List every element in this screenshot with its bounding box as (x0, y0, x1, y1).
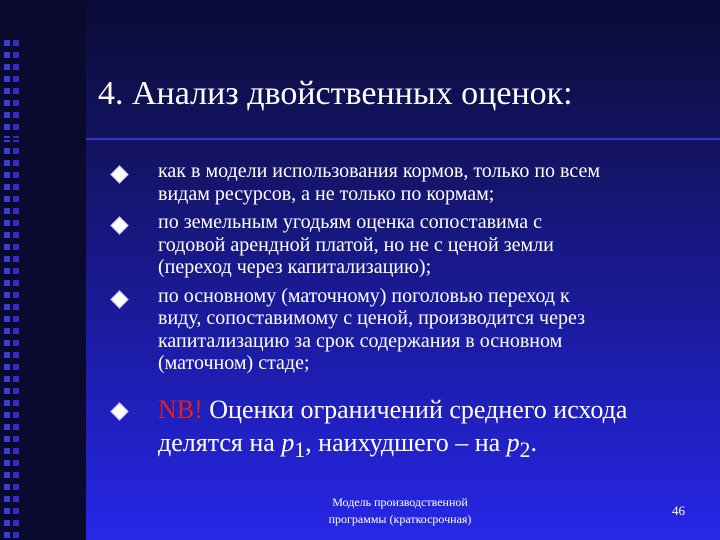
title-divider (0, 138, 720, 140)
bullet-line: по земельным угодьям оценка сопоставима с (158, 211, 543, 233)
nb-line2-end: . (530, 427, 537, 457)
bullet-line: виду, сопоставимому с ценой, производится через (158, 307, 586, 329)
nb-line2-mid: , наихудшего – на (305, 427, 507, 457)
footer-line: программы (краткосрочная) (328, 512, 472, 526)
decor-squares (4, 40, 20, 540)
bullet-item (108, 211, 708, 279)
p-subscript-1: 1 (294, 437, 306, 462)
nb-line-text: Оценки ограничений среднего исхода (202, 394, 628, 424)
p-subscript-2: 2 (519, 437, 531, 462)
bullet-line: по основному (маточному) поголовью переход к (158, 284, 570, 307)
bullet-list (108, 160, 708, 473)
bullet-line: годовой арендной платой, но не с ценой земли (158, 233, 554, 256)
bullet-line: (переход через капитализацию); (158, 256, 432, 278)
bullet-line: видам ресурсов, а не только по кормам; (158, 182, 495, 205)
bullet-line: как в модели использования кормов, только по всем (158, 160, 601, 182)
left-decor-strip (0, 0, 86, 540)
diamond-bullet-icon (110, 216, 128, 234)
p-symbol: p (506, 427, 520, 457)
slide-footer (300, 494, 500, 528)
bullet-item-nb (108, 393, 708, 467)
bullet-item (108, 285, 708, 375)
slide-title: 4. Анализ двойственных оценок: (98, 75, 573, 112)
diamond-bullet-icon (110, 402, 128, 420)
bullet-item (108, 160, 708, 205)
nb-marker: NB! (158, 394, 203, 424)
diamond-bullet-icon (110, 290, 128, 308)
footer-line: Модель производственной (332, 495, 468, 509)
bullet-line: (маточном) стаде; (158, 352, 310, 374)
p-symbol: p (281, 427, 295, 457)
nb-line2-text: делятся на (158, 427, 282, 457)
page-number: 46 (672, 503, 685, 518)
diamond-bullet-icon (110, 165, 128, 183)
bullet-line: капитализацию за срок содержания в основном (158, 329, 563, 352)
